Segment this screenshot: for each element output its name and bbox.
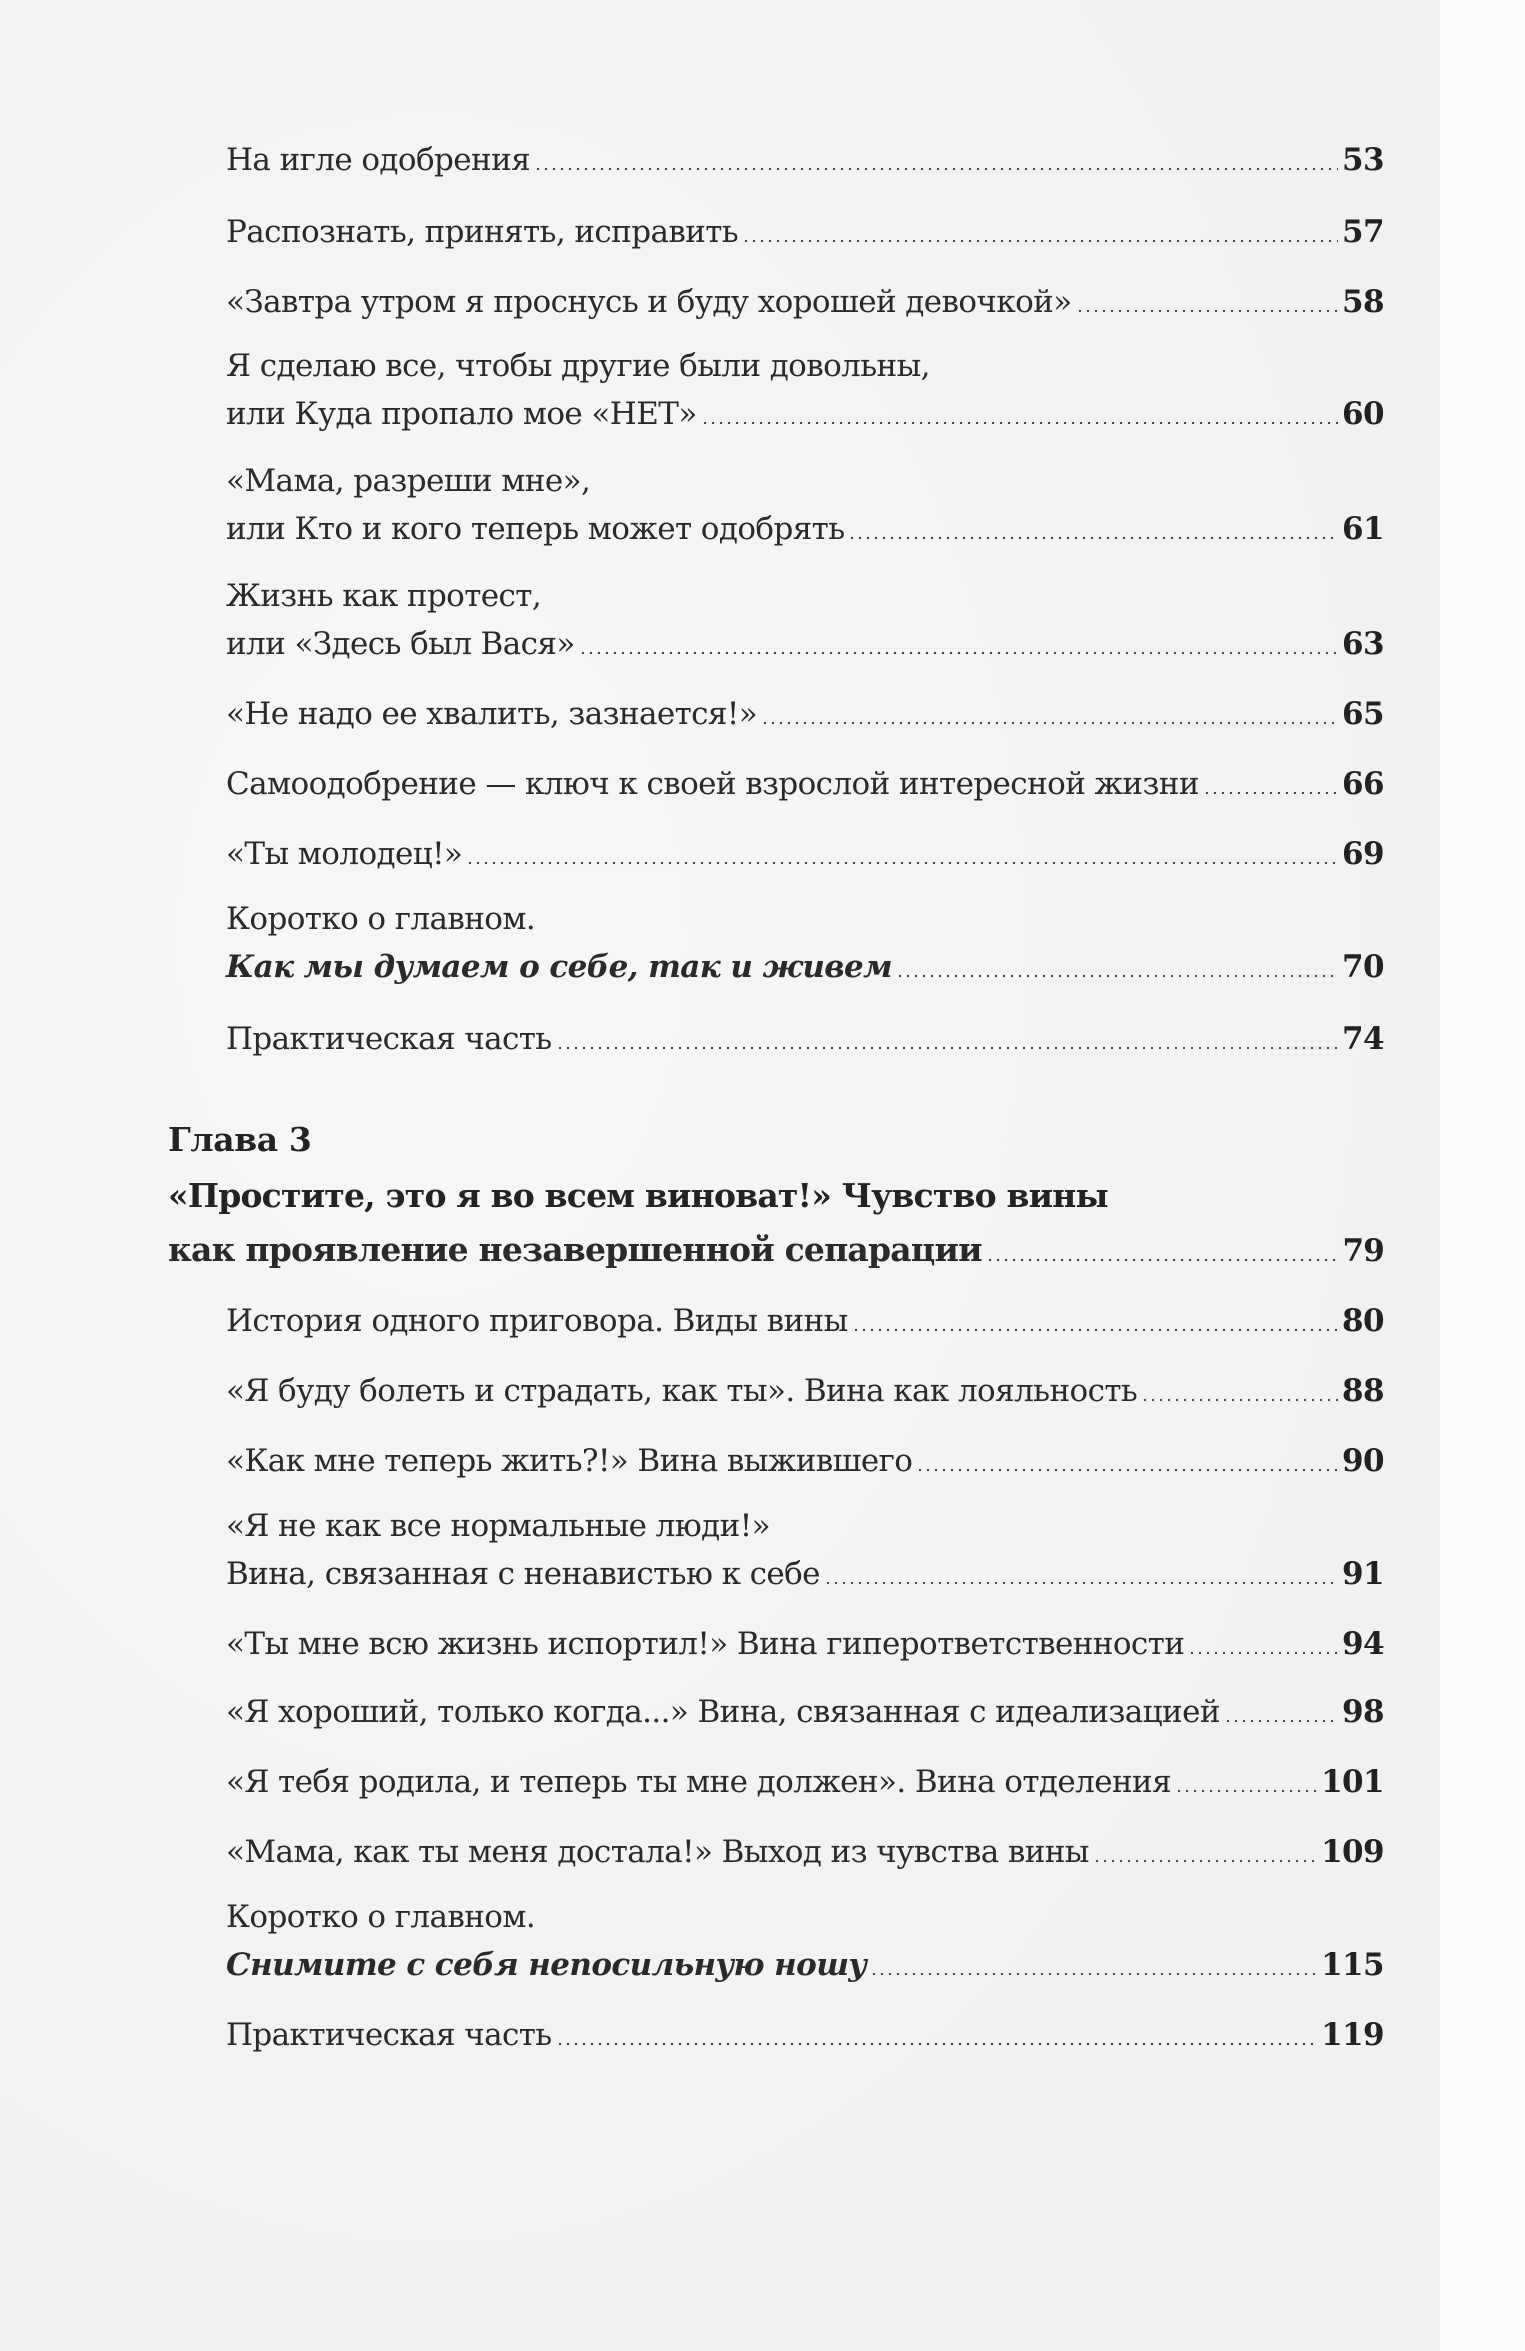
- toc-entry-title: или Кто и кого теперь может одобрять: [226, 511, 845, 547]
- leader-dots: [852, 1328, 1338, 1332]
- toc-entry[interactable]: [226, 764, 1384, 804]
- toc-entry-title: «Я хороший, только когда...» Вина, связанная с идеализацией: [226, 1694, 1220, 1730]
- toc-entry-title: «Не надо ее хвалить, зазнается!»: [226, 696, 758, 732]
- leader-dots: [466, 861, 1338, 865]
- toc-entry-title: «Как мне теперь жить?!» Вина выжившего: [226, 1443, 913, 1479]
- toc-entry-title: «Я буду болеть и страдать, как ты». Вина как лояльность: [226, 1373, 1138, 1409]
- toc-entry[interactable]: [226, 694, 1384, 734]
- leader-dots: [1224, 1719, 1338, 1723]
- page-margin-strip: [1440, 0, 1525, 2351]
- chapter-label: Глава 3: [168, 1120, 312, 1159]
- toc-entry[interactable]: [226, 1762, 1384, 1802]
- toc-entry[interactable]: [226, 1301, 1384, 1341]
- toc-entry[interactable]: [226, 624, 1384, 664]
- toc-entry[interactable]: [226, 947, 1384, 987]
- chapter-title-line2: как проявление незавершенной сепарации: [168, 1230, 982, 1269]
- leader-dots: [1141, 1398, 1338, 1402]
- toc-entry-title-line1: «Мама, разреши мне»,: [226, 463, 591, 499]
- toc-entry-page: 94: [1342, 1626, 1384, 1662]
- toc-entry-page: 66: [1342, 766, 1384, 802]
- toc-entry[interactable]: [226, 1371, 1384, 1411]
- toc-entry-title: «Мама, как ты меня достала!» Выход из чувства вины: [226, 1834, 1089, 1870]
- toc-entry[interactable]: [226, 1832, 1384, 1872]
- toc-entry[interactable]: [226, 1624, 1384, 1664]
- leader-dots: [556, 1046, 1338, 1050]
- leader-dots: [1203, 791, 1338, 795]
- toc-entry-title: «Завтра утром я проснусь и буду хорошей девочкой»: [226, 284, 1072, 320]
- toc-entry-page: 53: [1342, 142, 1384, 178]
- leader-dots: [1076, 309, 1338, 313]
- leader-dots: [1175, 1789, 1317, 1793]
- toc-entry[interactable]: [226, 1945, 1384, 1985]
- toc-entry-page: 58: [1342, 284, 1384, 320]
- leader-dots: [916, 1468, 1338, 1472]
- toc-entry-title-line1: Коротко о главном.: [226, 1899, 536, 1935]
- toc-entry-title: «Ты мне всю жизнь испортил!» Вина гиперответственности: [226, 1626, 1185, 1662]
- toc-entry-title: «Ты молодец!»: [226, 836, 463, 872]
- toc-entry-page: 74: [1342, 1021, 1384, 1057]
- leader-dots: [986, 1258, 1339, 1262]
- leader-dots: [534, 167, 1338, 171]
- toc-entry-page: 57: [1342, 214, 1384, 250]
- toc-entry-title: Самоодобрение — ключ к своей взрослой интересной жизни: [226, 766, 1199, 802]
- leader-dots: [701, 421, 1338, 425]
- leader-dots: [556, 2042, 1317, 2046]
- toc-entry[interactable]: [226, 282, 1384, 322]
- toc-entry[interactable]: [226, 1441, 1384, 1481]
- toc-entry-title-line1: Коротко о главном.: [226, 901, 536, 937]
- toc-entry-title: История одного приговора. Виды вины: [226, 1303, 848, 1339]
- toc-entry[interactable]: [226, 1554, 1384, 1594]
- leader-dots: [896, 974, 1338, 978]
- toc-entry-title-line1: «Я не как все нормальные люди!»: [226, 1508, 770, 1544]
- toc-entry-page: 115: [1321, 1947, 1384, 1983]
- toc-entry-page: 98: [1342, 1694, 1384, 1730]
- toc-entry-page: 60: [1342, 396, 1384, 432]
- toc-entry-page: 101: [1321, 1764, 1384, 1800]
- leader-dots: [1093, 1859, 1317, 1863]
- toc-entry-page: 91: [1342, 1556, 1384, 1592]
- toc-entry-title-line1: Жизнь как протест,: [226, 578, 542, 614]
- toc-entry[interactable]: [226, 212, 1384, 252]
- toc-entry-page: 88: [1342, 1373, 1384, 1409]
- leader-dots: [824, 1581, 1338, 1585]
- toc-entry[interactable]: [226, 1692, 1384, 1732]
- toc-entry-page: 80: [1342, 1303, 1384, 1339]
- toc-entry-page: 61: [1342, 511, 1384, 547]
- toc-entry-page: 90: [1342, 1443, 1384, 1479]
- leader-dots: [1188, 1651, 1338, 1655]
- toc-entry-page: 63: [1342, 626, 1384, 662]
- toc-entry-page: 119: [1321, 2017, 1384, 2053]
- toc-entry-title: или «Здесь был Вася»: [226, 626, 575, 662]
- toc-entry-page: 70: [1342, 949, 1384, 985]
- leader-dots: [761, 721, 1338, 725]
- toc-entry-title: или Куда пропало мое «НЕТ»: [226, 396, 697, 432]
- toc-entry-page: 109: [1321, 1834, 1384, 1870]
- toc-entry[interactable]: [226, 1019, 1384, 1059]
- chapter-title-entry[interactable]: [168, 1230, 1384, 1271]
- toc-entry[interactable]: [226, 2015, 1384, 2055]
- toc-entry[interactable]: [226, 834, 1384, 874]
- leader-dots: [742, 239, 1338, 243]
- toc-entry-title: Практическая часть: [226, 1021, 552, 1057]
- toc-entry-title: «Я тебя родила, и теперь ты мне должен». Вина отделения: [226, 1764, 1172, 1800]
- toc-entry-title: Практическая часть: [226, 2017, 552, 2053]
- toc-entry-title: Снимите с себя непосильную ношу: [226, 1947, 867, 1983]
- toc-entry-title: На игле одобрения: [226, 142, 531, 178]
- leader-dots: [870, 1972, 1317, 1976]
- toc-entry-title: Как мы думаем о себе, так и живем: [226, 949, 893, 985]
- toc-entry-title: Вина, связанная с ненавистью к себе: [226, 1556, 820, 1592]
- leader-dots: [848, 536, 1338, 540]
- chapter-title-line1: «Простите, это я во всем виноват!» Чувство вины: [168, 1176, 1108, 1215]
- leader-dots: [579, 651, 1338, 655]
- toc-entry-title: Распознать, принять, исправить: [226, 214, 739, 250]
- toc-entry-page: 65: [1342, 696, 1384, 732]
- toc-entry[interactable]: [226, 140, 1384, 180]
- chapter-page: 79: [1342, 1233, 1384, 1269]
- toc-entry[interactable]: [226, 509, 1384, 549]
- toc-entry-title-line1: Я сделаю все, чтобы другие были довольны,: [226, 348, 930, 384]
- toc-entry-page: 69: [1342, 836, 1384, 872]
- toc-entry[interactable]: [226, 394, 1384, 434]
